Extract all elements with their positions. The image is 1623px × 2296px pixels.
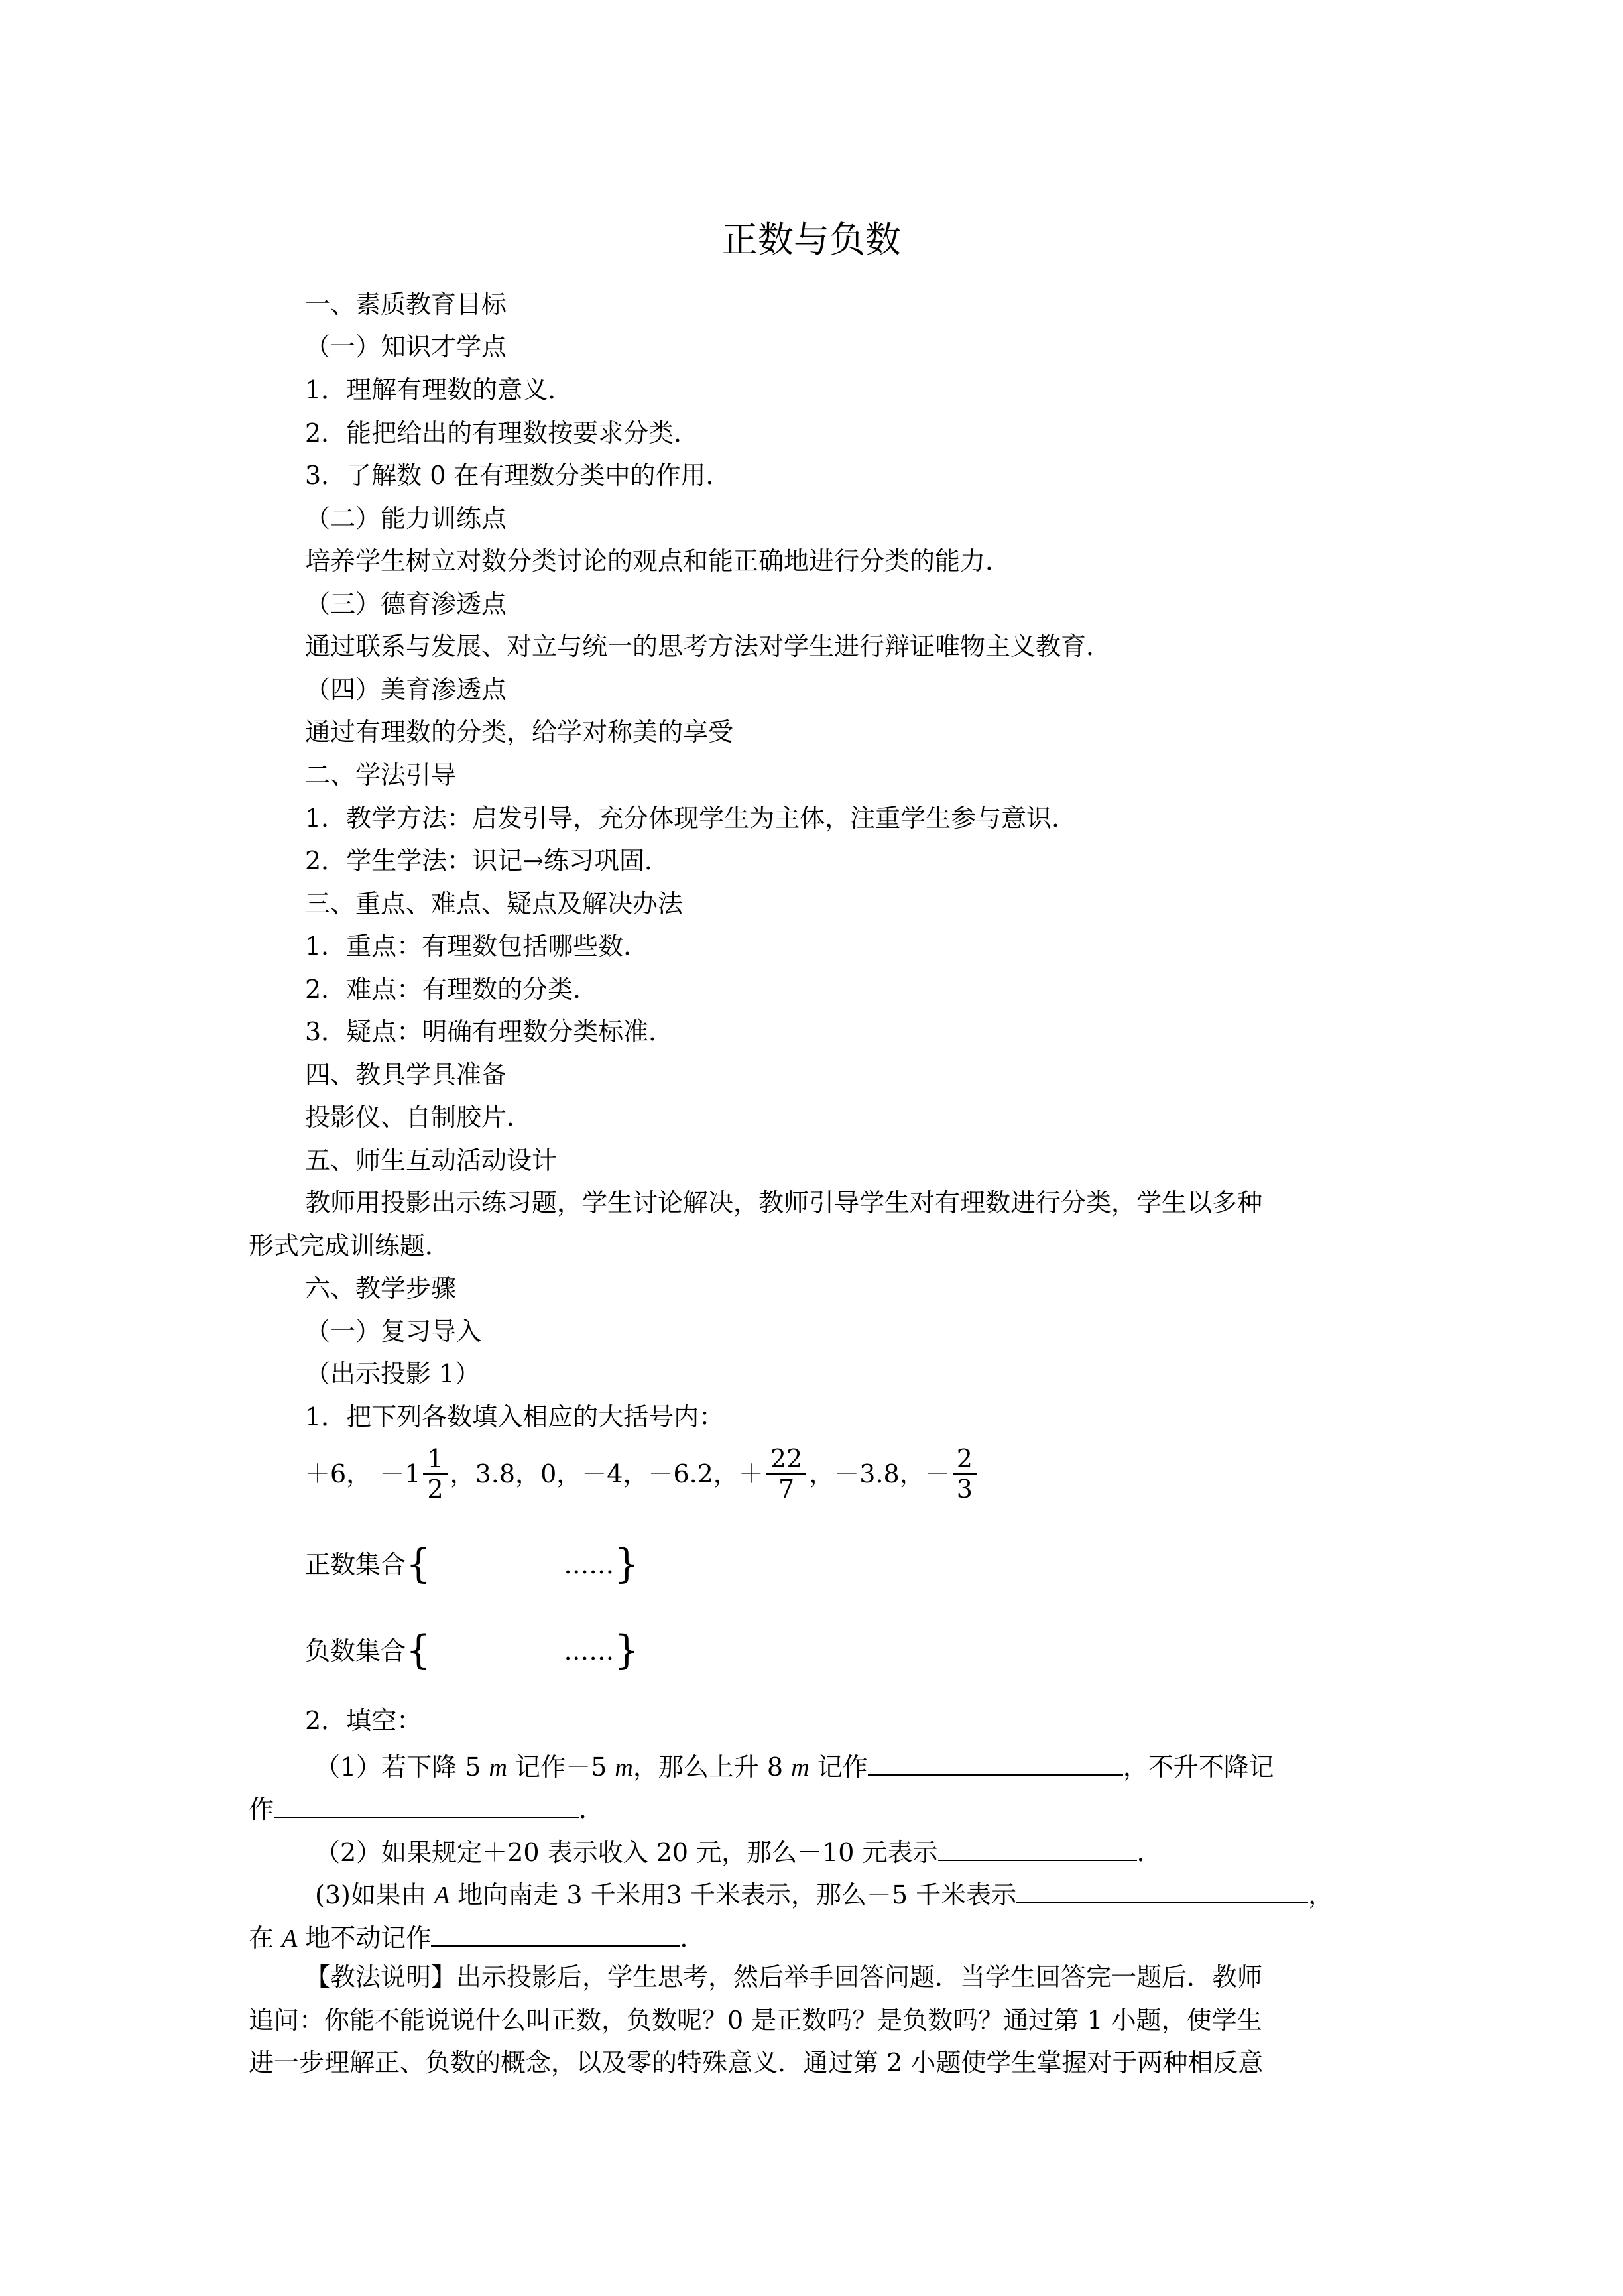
text-span: ． <box>680 1923 705 1953</box>
answer-blank[interactable] <box>938 1833 1137 1861</box>
fraction-denominator: 7 <box>778 1475 795 1504</box>
place-label: A <box>282 1925 298 1953</box>
text-line: 3．疑点：明确有理数分类标准． <box>305 1017 674 1046</box>
subsection-heading: （三）德育渗透点 <box>305 589 507 619</box>
text-line: 2．难点：有理数的分类． <box>305 975 599 1004</box>
answer-blank[interactable] <box>1016 1876 1308 1903</box>
text-span: 记作 <box>817 1752 868 1782</box>
question-1: 1．把下列各数填入相应的大括号内： <box>305 1402 725 1431</box>
fill-blank-3 <box>315 1876 1333 1911</box>
text-line: 1．理解有理数的意义． <box>305 375 573 404</box>
number-item: ，－3.8，－ <box>809 1459 950 1488</box>
text-line: 通过联系与发展、对立与统一的思考方法对学生进行辩证唯物主义教育． <box>305 632 1112 661</box>
section-heading-1: 一、素质教育目标 <box>305 290 507 319</box>
set-ellipsis: …… <box>564 1636 615 1665</box>
positive-set <box>305 1541 640 1587</box>
section-heading-4: 四、教具学具准备 <box>305 1060 507 1089</box>
place-label: A <box>434 1882 450 1909</box>
set-close-brace: } <box>614 1627 640 1673</box>
fraction-numerator: 22 <box>766 1444 806 1475</box>
text-span: ， <box>1308 1880 1334 1909</box>
page-title: 正数与负数 <box>722 219 901 261</box>
text-span: ，那么上升 8 <box>632 1752 784 1782</box>
subsection-heading: （四）美育渗透点 <box>305 675 507 704</box>
explain-line: 进一步理解正、负数的概念，以及零的特殊意义．通过第 2 小题使学生掌握对于两种相反意 <box>249 2048 1264 2077</box>
text-span: ． <box>579 1795 605 1824</box>
text-span: 在 <box>249 1923 274 1953</box>
explain-line: 【教法说明】出示投影后，学生思考，然后举手回答问题．当学生回答完一题后．教师 <box>305 1963 1263 1992</box>
section-heading-6: 六、教学步骤 <box>305 1274 457 1303</box>
subsection-heading: （二）能力训练点 <box>305 504 507 533</box>
section-heading-5: 五、师生互动活动设计 <box>305 1146 558 1175</box>
text-line: 2．能把给出的有理数按要求分类． <box>305 418 699 448</box>
text-span: 地不动记作 <box>305 1923 432 1953</box>
explain-line: 追问：你能不能说说什么叫正数，负数呢？0 是正数吗？是负数吗？通过第 1 小题，使学生 <box>249 2006 1262 2035</box>
number-item: ，3.8，0，－4，－6.2，＋ <box>450 1459 764 1488</box>
text-line: 投影仪、自制胶片． <box>305 1103 532 1132</box>
fill-blank-2 <box>315 1833 1162 1868</box>
answer-blank[interactable] <box>274 1790 579 1818</box>
negative-set <box>305 1627 640 1673</box>
set-label: 正数集合 <box>305 1550 406 1579</box>
fill-blank-3-cont <box>249 1919 705 1955</box>
number-list <box>305 1444 979 1504</box>
fraction-numerator: 2 <box>953 1444 977 1475</box>
answer-blank[interactable] <box>868 1748 1123 1776</box>
question-2: 2．填空： <box>305 1706 422 1735</box>
text-line: （出示投影 1） <box>305 1359 481 1388</box>
text-line: 1．教学方法：启发引导，充分体现学生为主体，注重学生参与意识． <box>305 804 1077 833</box>
text-span: ． <box>1136 1838 1162 1867</box>
unit: m <box>791 1754 810 1782</box>
set-label: 负数集合 <box>305 1636 406 1665</box>
text-line: 通过有理数的分类，给学对称美的享受 <box>305 717 734 747</box>
text-span: (3)如果由 <box>315 1880 426 1909</box>
subsection-heading: （一）复习导入 <box>305 1317 482 1346</box>
fraction <box>953 1444 977 1504</box>
subsection-heading: （一）知识才学点 <box>305 332 507 361</box>
set-open-brace: { <box>406 1541 432 1587</box>
fraction <box>766 1444 806 1504</box>
text-span: 记作－5 <box>515 1752 607 1782</box>
text-line: 教师用投影出示练习题，学生讨论解决，教师引导学生对有理数进行分类，学生以多种 <box>305 1188 1263 1217</box>
answer-blank[interactable] <box>431 1919 680 1947</box>
unit: m <box>615 1754 633 1782</box>
fill-blank-1 <box>315 1748 1274 1783</box>
text-span: 作 <box>249 1795 274 1824</box>
section-heading-3: 三、重点、难点、疑点及解决办法 <box>305 889 684 918</box>
number-item: －1 <box>379 1459 421 1488</box>
text-line: 形式完成训练题． <box>249 1231 451 1260</box>
set-close-brace: } <box>614 1541 640 1587</box>
text-span: ，不升不降记 <box>1122 1752 1274 1782</box>
text-span: 地向南走 3 千米用3 千米表示，那么－5 千米表示 <box>457 1880 1017 1909</box>
text-line: 3．了解数 0 在有理数分类中的作用． <box>305 461 731 490</box>
fraction-numerator: 1 <box>423 1444 447 1475</box>
number-item: ＋6， <box>305 1459 372 1488</box>
section-heading-2: 二、学法引导 <box>305 760 457 790</box>
text-span: （2）如果规定＋20 表示收入 20 元，那么－10 元表示 <box>315 1838 938 1867</box>
fraction <box>423 1444 447 1504</box>
fraction-denominator: 3 <box>956 1475 973 1504</box>
set-ellipsis: …… <box>564 1550 615 1579</box>
text-line: 培养学生树立对数分类讨论的观点和能正确地进行分类的能力． <box>305 546 1011 575</box>
fill-blank-1-cont <box>249 1790 604 1825</box>
fraction-denominator: 2 <box>427 1475 444 1504</box>
set-open-brace: { <box>406 1627 432 1673</box>
text-line: 1．重点：有理数包括哪些数． <box>305 932 649 961</box>
text-span: （1）若下降 5 <box>315 1752 481 1782</box>
unit: m <box>489 1754 507 1782</box>
text-line: 2．学生学法：识记→练习巩固． <box>305 846 670 875</box>
